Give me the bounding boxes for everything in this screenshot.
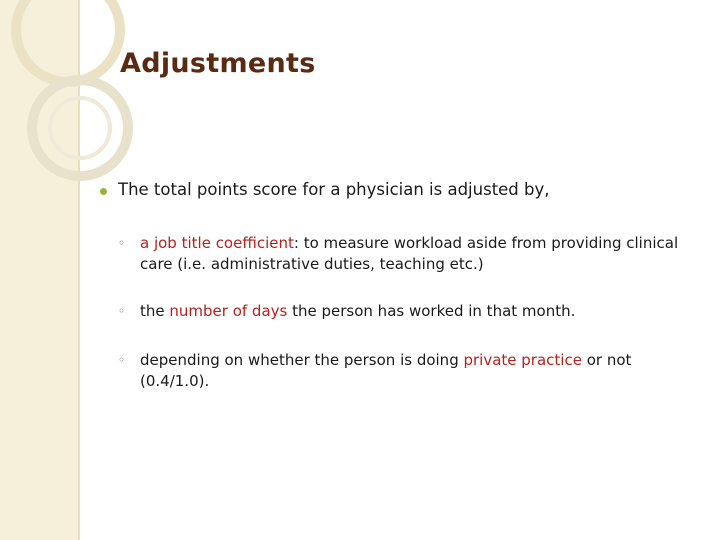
sub-bullet-icon: ◦ — [118, 236, 126, 250]
decorative-rings — [0, 0, 140, 210]
sub-bullet-text: the number of days the person has worked in that month. — [140, 302, 576, 320]
slide-title: Adjustments — [120, 48, 316, 79]
sub-bullet-3 — [118, 350, 688, 392]
bullet-icon — [100, 188, 107, 195]
highlight-term: private practice — [463, 351, 582, 369]
sub-bullet-2 — [118, 301, 688, 322]
sub-bullet-icon: ◦ — [118, 353, 126, 367]
sub-bullet-1 — [118, 233, 688, 275]
sub-bullet-icon: ◦ — [118, 304, 126, 318]
highlight-term: a job title coefficient — [140, 234, 294, 252]
sub-bullet-text: a job title coefficient: to measure workload aside from providing clinical care (i.e. administrative duties, teaching etc.) — [140, 234, 679, 273]
sub-bullet-text: depending on whether the person is doing private practice or not (0.4/1.0). — [140, 351, 632, 390]
highlight-term: number of days — [169, 302, 288, 320]
main-bullet-text: The total points score for a physician is adjusted by, — [118, 180, 550, 199]
